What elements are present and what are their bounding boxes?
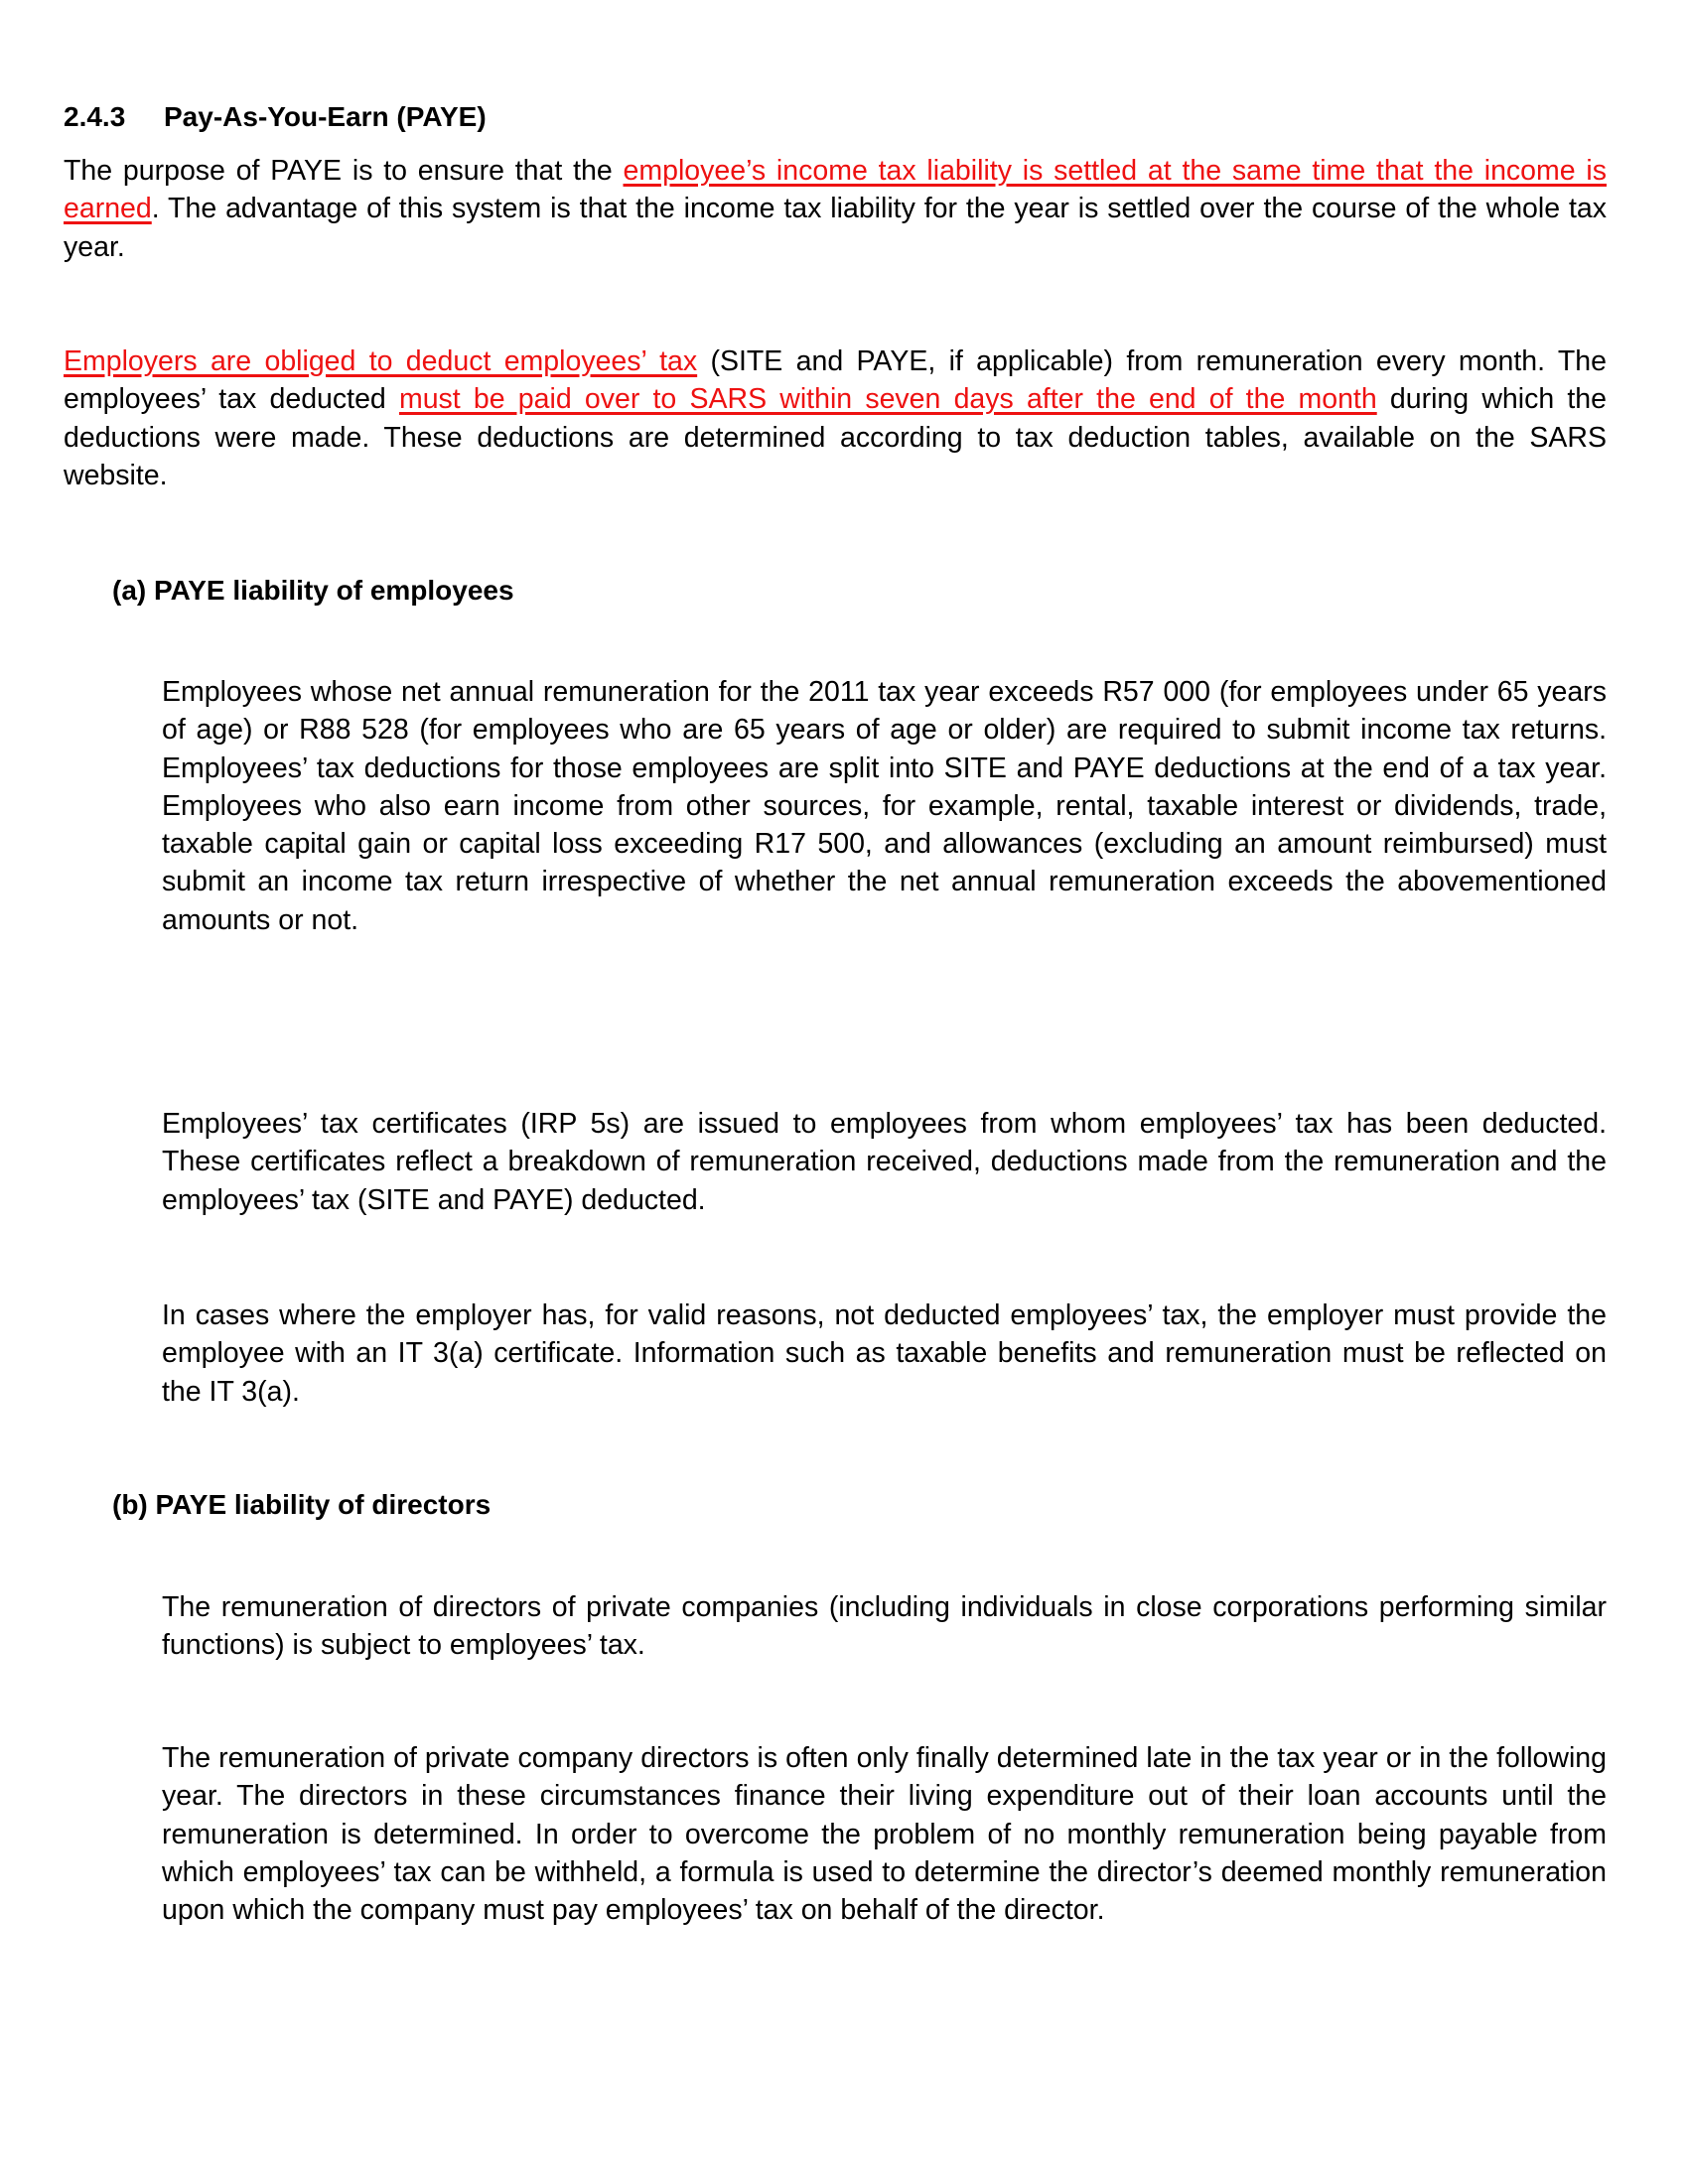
highlighted-text: Employers are obliged to deduct employees’ tax xyxy=(64,345,698,377)
subsection-b-paragraph-2: The remuneration of private company directors is often only finally determined late in the tax year or in the following year. The directors in these circumstances finance their living expenditure out of their loan accounts until the remuneration is determined. In order to overcome the problem of no monthly remuneration being payable from which employees’ tax can be withheld, a formula is used to determine the director’s deemed monthly remuneration upon which the company must pay employees’ tax on behalf of the director. xyxy=(162,1742,1607,1927)
subsection-a-heading: (a) PAYE liability of employees xyxy=(112,575,514,606)
subsection-a-paragraph-1: Employees whose net annual remuneration for the 2011 tax year exceeds R57 000 (for employees under 65 years of age) or R88 528 (for employees who are 65 years of age or older) are required to submit income tax returns. Employees’ tax deductions for those employees are split into SITE and PAYE deductions at the end of a tax year. Employees who also earn income from other sources, for example, rental, taxable interest or dividends, trade, taxable capital gain or capital loss exceeding R17 500, and allowances (excluding an amount reimbursed) must submit an income tax return irrespective of whether the net annual remuneration exceeds the abovementioned amounts or not. xyxy=(162,676,1607,936)
subsection-a-paragraph-2: Employees’ tax certificates (IRP 5s) are issued to employees from whom employees’ tax has been deducted. These certificates reflect a breakdown of remuneration received, deductions made from the remuneration and the employees’ tax (SITE and PAYE) deducted. xyxy=(162,1108,1607,1216)
intro-paragraph-2: Employers are obliged to deduct employees’ tax (SITE and PAYE, if applicable) from remuneration every month. The employees’ tax deducted must be paid over to SARS within seven days after the end of the month during which the deductions were made. These deductions are determined according to tax deduction tables, available on the SARS website. xyxy=(64,345,1607,491)
intro-paragraph-1: The purpose of PAYE is to ensure that the employee’s income tax liability is settled at the same time that the income is earned. The advantage of this system is that the income tax liability for the year is settled over the course of the whole tax year. xyxy=(64,155,1607,263)
highlighted-text: must be paid over to SARS within seven days after the end of the month xyxy=(398,383,1377,416)
subsection-b-paragraph-1: The remuneration of directors of private companies (including individuals in close corporations performing similar functions) is subject to employees’ tax. xyxy=(162,1591,1607,1662)
section-heading xyxy=(64,98,1607,136)
section-number: 2.4.3 xyxy=(64,101,126,132)
subsection-b-heading: (b) PAYE liability of directors xyxy=(112,1489,492,1520)
section-title: Pay-As-You-Earn (PAYE) xyxy=(164,101,487,132)
subsection-a-paragraph-3: In cases where the employer has, for valid reasons, not deducted employees’ tax, the employer must provide the employee with an IT 3(a) certificate. Information such as taxable benefits and remuneration must be reflected on the IT 3(a). xyxy=(162,1299,1607,1408)
highlighted-text: employee’s income tax liability is settled at the same time that the income is earned xyxy=(64,155,1607,225)
